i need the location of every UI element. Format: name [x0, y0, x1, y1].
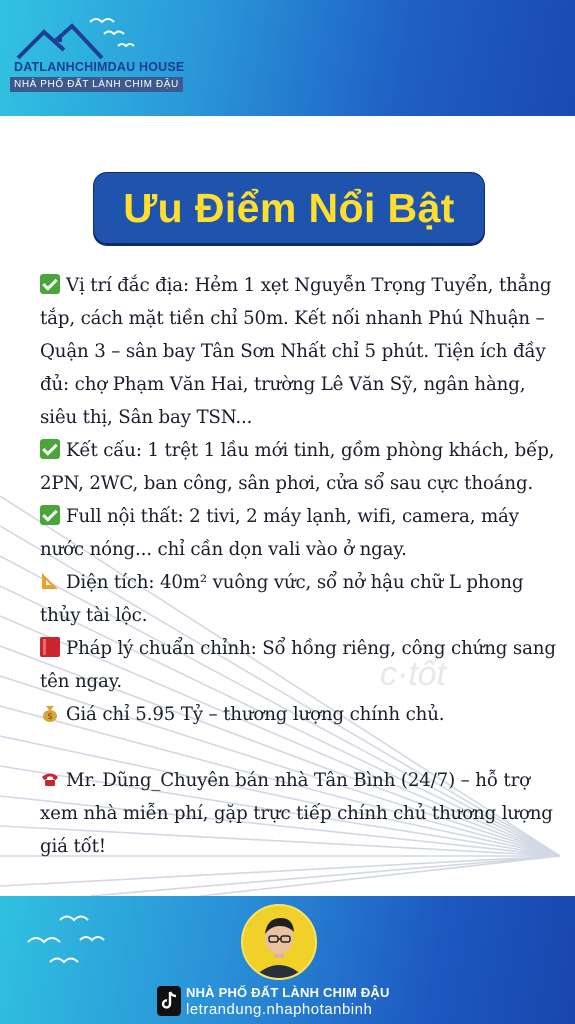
feature-item	[40, 698, 560, 731]
feature-item	[40, 434, 560, 500]
footer-brand-name: NHÀ PHỐ ĐẤT LÀNH CHIM ĐẬU	[186, 985, 390, 1000]
birds-icon	[20, 906, 130, 976]
check-mark-icon	[40, 274, 60, 294]
svg-text:$: $	[47, 712, 53, 722]
triangular-ruler-icon	[40, 571, 60, 591]
page-title: Ưu Điểm Nổi Bật	[123, 185, 455, 231]
watermark-logo: c·tốt	[380, 655, 447, 693]
features-list	[40, 269, 560, 863]
money-bag-icon	[40, 703, 60, 723]
telephone-icon	[40, 769, 60, 789]
feature-item	[40, 269, 560, 434]
contact-item	[40, 764, 560, 863]
check-mark-icon	[40, 439, 60, 459]
tiktok-icon	[157, 986, 181, 1016]
feature-text: Pháp lý chuẩn chỉnh: Sổ hồng riêng, công chứng sang tên ngay.	[40, 638, 556, 692]
brand-name: DATLANHCHIMDAU HOUSE	[14, 60, 185, 74]
feature-item	[40, 632, 560, 698]
feature-text: Giá chỉ 5.95 Tỷ – thương lượng chính chủ.	[66, 704, 445, 725]
title-banner	[93, 172, 485, 244]
avatar	[241, 904, 317, 980]
feature-text: Diện tích: 40m² vuông vức, sổ nở hậu chữ L phong thủy tài lộc.	[40, 572, 524, 626]
feature-text: Vị trí đắc địa: Hẻm 1 xẹt Nguyễn Trọng Tuyển, thẳng tắp, cách mặt tiền chỉ 50m. Kết nối nhanh Phú Nhuận – Quận 3 – sân bay Tân Sơn Nhất chỉ 5 phút. Tiện ích đầy đủ: chợ Phạm Văn Hai, trường Lê Văn Sỹ, ngân hàng, siêu thị, Sân bay TSN...	[40, 275, 552, 428]
header-band	[0, 0, 575, 116]
birds-icon	[60, 12, 150, 62]
feature-item	[40, 500, 560, 566]
feature-item	[40, 566, 560, 632]
tiktok-handle[interactable]: letrandung.nhaphotanbinh	[186, 1001, 373, 1018]
contact-text: Mr. Dũng_Chuyên bán nhà Tân Bình (24/7) – hỗ trợ xem nhà miễn phí, gặp trực tiếp chính chủ thương lượng giá tốt!	[40, 770, 553, 857]
red-book-icon	[40, 637, 60, 657]
feature-text: Full nội thất: 2 tivi, 2 máy lạnh, wifi, camera, máy nước nóng... chỉ cần dọn vali vào ở ngay.	[40, 506, 519, 560]
check-mark-icon	[40, 505, 60, 525]
brand-tagline: NHÀ PHỐ ĐẤT LÀNH CHIM ĐẬU	[10, 77, 183, 92]
feature-text: Kết cấu: 1 trệt 1 lầu mới tinh, gồm phòng khách, bếp, 2PN, 2WC, ban công, sân phơi, cửa sổ sau cực thoáng.	[40, 440, 555, 494]
person-portrait-icon	[243, 906, 315, 978]
